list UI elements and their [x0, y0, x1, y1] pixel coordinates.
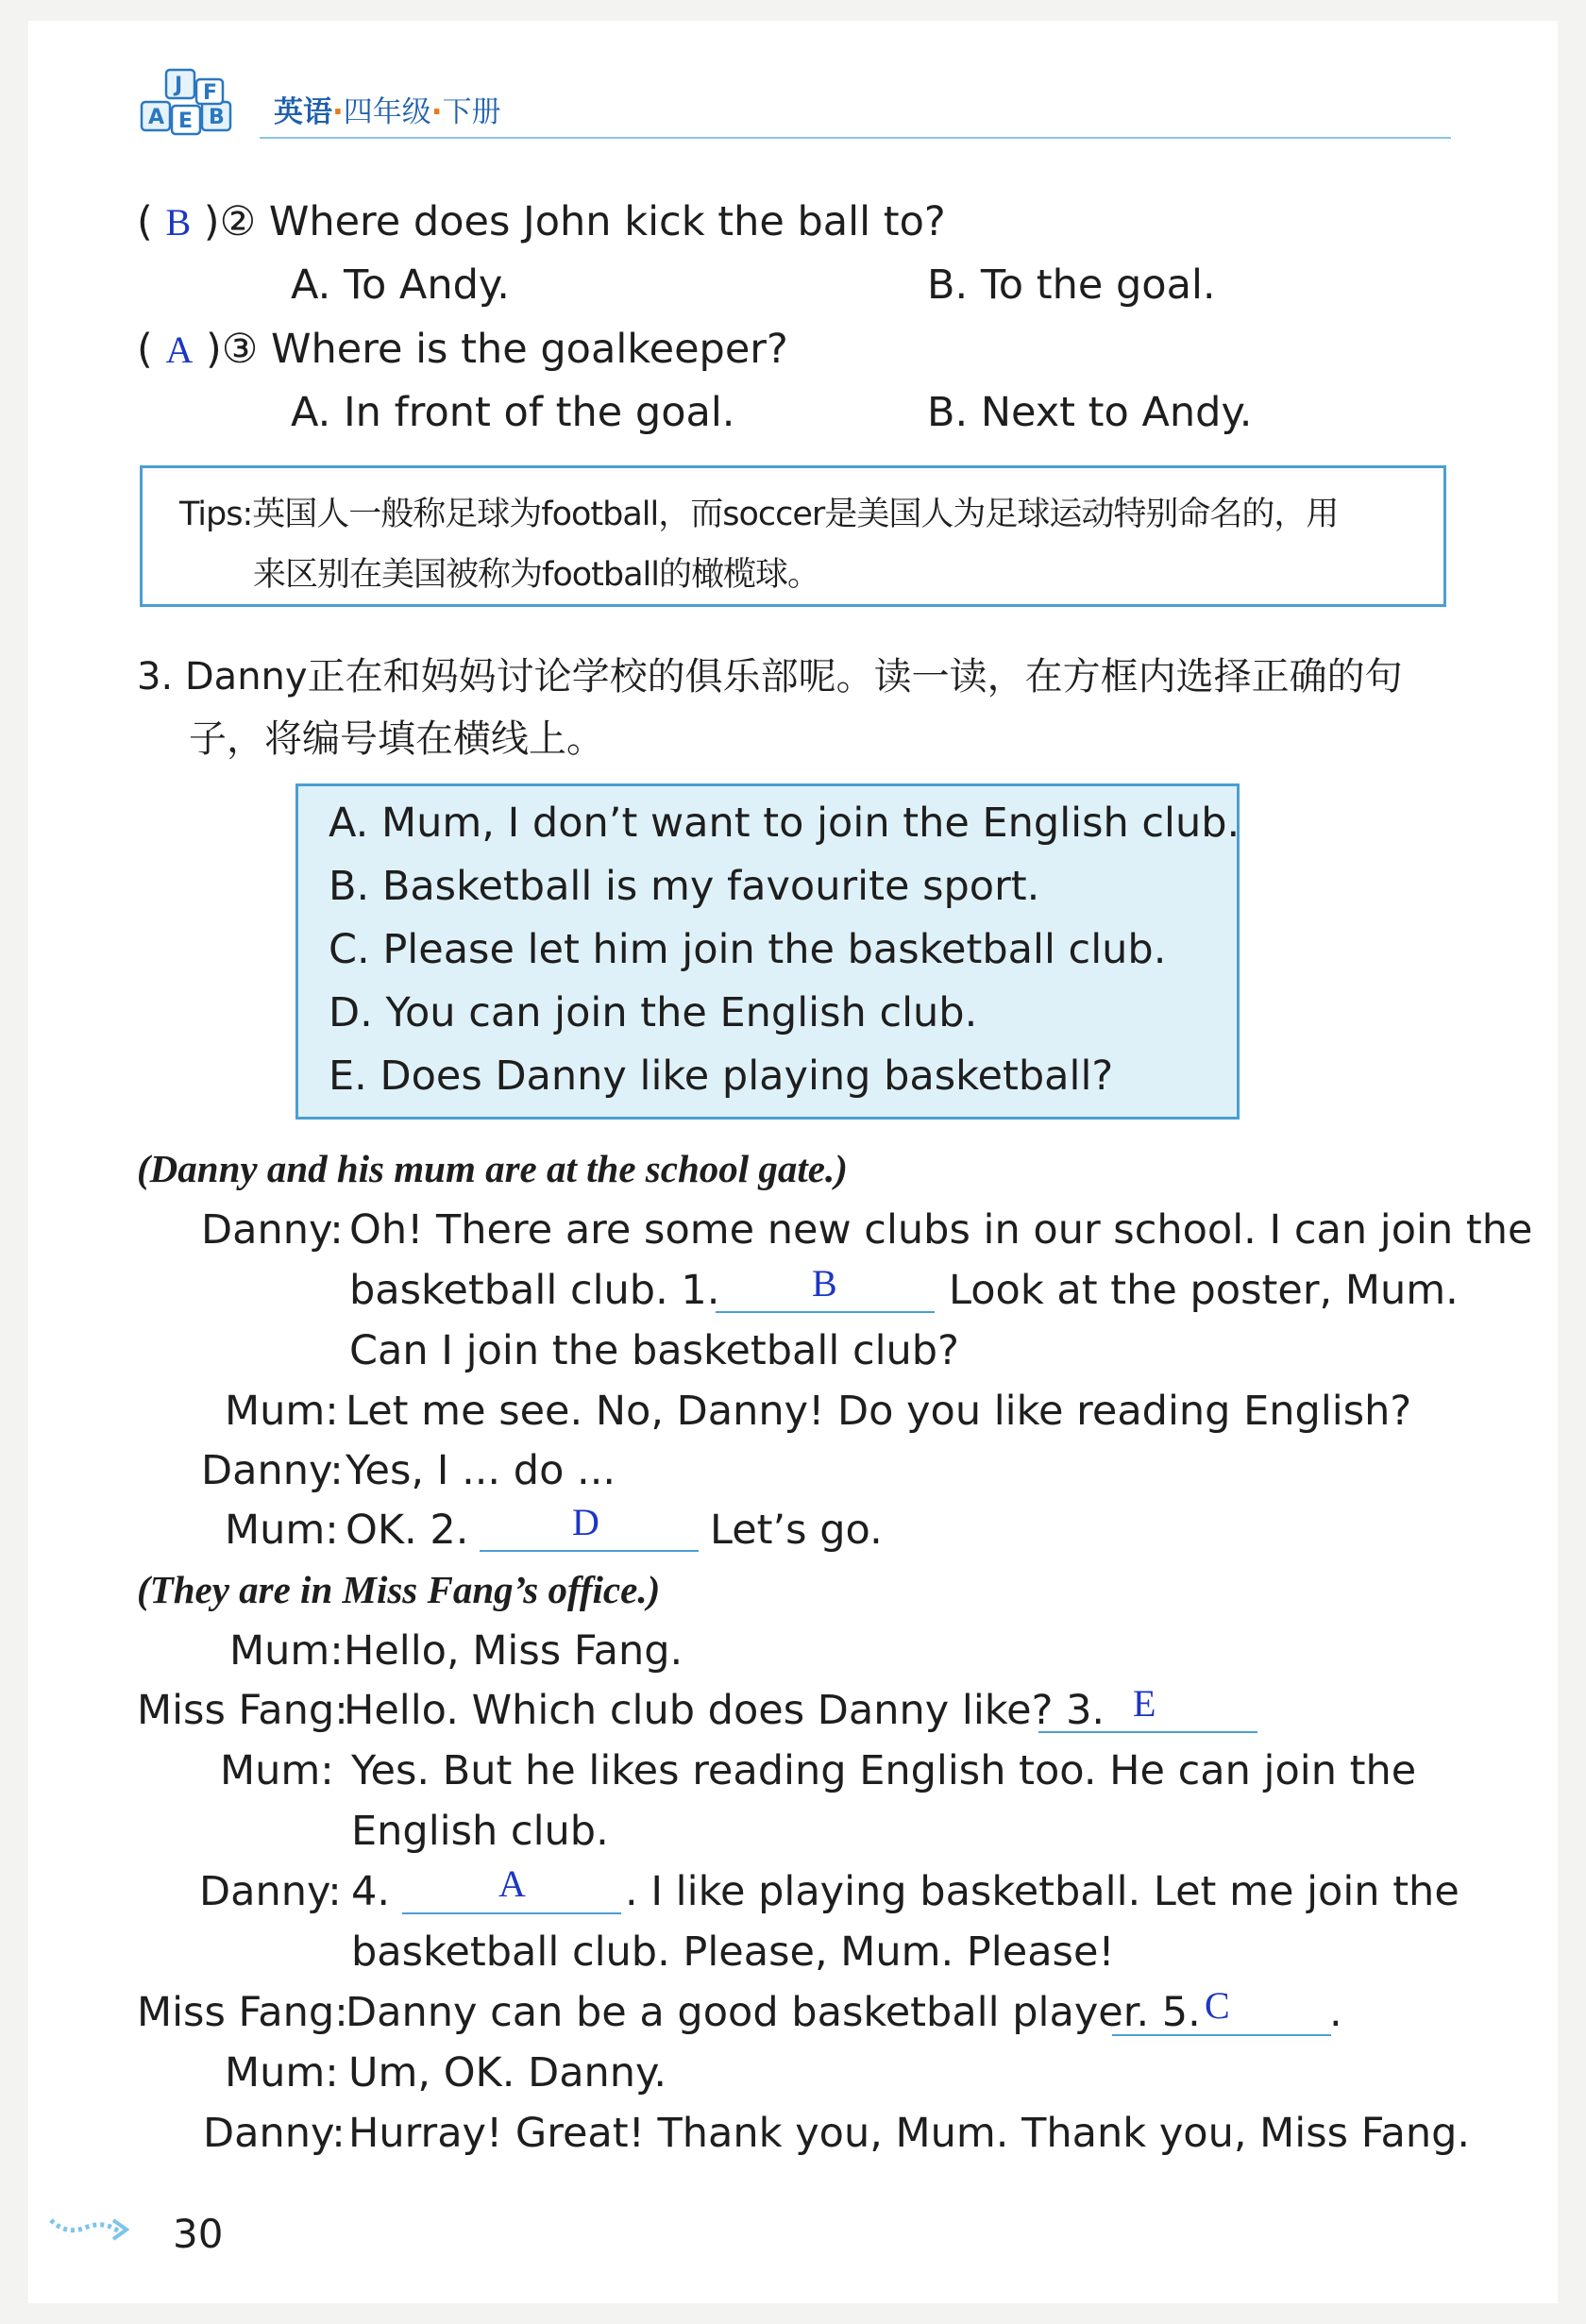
option-d: D. You can join the English club.: [329, 989, 978, 1036]
answer-2: D: [572, 1501, 599, 1543]
q3-answer: A: [165, 328, 194, 371]
option-e: E. Does Danny like playing basketball?: [329, 1053, 1114, 1100]
speaker-mum: Mum:: [220, 1747, 334, 1794]
option-c: C. Please let him join the basketball club.: [329, 926, 1167, 973]
q3-option-b: B. Next to Andy.: [927, 389, 1253, 436]
q2-line: ( B )② Where does John kick the ball to?: [137, 198, 946, 245]
header-grade: 四年级: [343, 95, 431, 129]
q2-number: ②: [219, 198, 257, 245]
speaker-danny: Danny:: [201, 1447, 344, 1494]
section3-instruction-1: 3. Danny正在和妈妈讨论学校的俱乐部呢。读一读，在方框内选择正确的句: [137, 655, 1403, 699]
dialogue-line-4: OK. 2.: [346, 1507, 469, 1554]
footer-wave-icon: [47, 2207, 142, 2248]
dialogue-line-1b-post: Look at the poster, Mum.: [949, 1267, 1459, 1314]
section3-instruction-2: 子，将编号填在横线上。: [189, 717, 604, 761]
speaker-mum: Mum:: [225, 1388, 339, 1435]
logo-letter: E: [178, 109, 194, 133]
stage-direction-2: (They are in Miss Fang’s office.): [137, 1568, 661, 1611]
option-b: B. Basketball is my favourite sport.: [329, 863, 1040, 910]
dialogue-line-11: Hurray! Great! Thank you, Mum. Thank you, Miss Fang.: [348, 2110, 1471, 2157]
tips-line-2: 来区别在美国被称为football的橄榄球。: [253, 556, 819, 594]
q3-question: Where is the goalkeeper?: [271, 326, 788, 373]
q2-question: Where does John kick the ball to?: [268, 198, 946, 245]
blank-4[interactable]: [402, 1912, 621, 1914]
stage-direction-1: (Danny and his mum are at the school gate.): [137, 1147, 848, 1190]
dialogue-line-9: Danny can be a good basketball player. 5.: [346, 1989, 1201, 2036]
option-a: A. Mum, I don’t want to join the English club.: [329, 800, 1240, 847]
speaker-danny: Danny:: [203, 2110, 346, 2157]
dialogue-line-8-post: . I like playing basketball. Let me join the: [625, 1868, 1459, 1915]
q3-option-a: A. In front of the goal.: [291, 389, 735, 436]
dialogue-line-4-post: Let’s go.: [710, 1507, 883, 1554]
speaker-mum: Mum:: [225, 1507, 339, 1554]
dialogue-line-8: 4.: [351, 1868, 391, 1915]
speaker-mum: Mum:: [229, 1627, 344, 1675]
blank-5[interactable]: [1112, 2034, 1331, 2036]
header-subject: 英语: [274, 95, 332, 129]
dialogue-line-10: Um, OK. Danny.: [348, 2049, 667, 2097]
header-logo: [134, 64, 247, 149]
answer-5: C: [1205, 1984, 1230, 2027]
dialogue-line-9-end: .: [1329, 1989, 1342, 2036]
dialogue-line-8b: basketball club. Please, Mum. Please!: [351, 1928, 1115, 1976]
q3-number: ③: [221, 326, 259, 373]
header-volume: 下册: [442, 95, 501, 129]
q3-line: ( A )③ Where is the goalkeeper?: [137, 326, 788, 373]
answer-4: A: [498, 1862, 526, 1905]
header-title: 英语·四年级·下册: [274, 95, 501, 129]
logo-letter: A: [148, 106, 165, 129]
page-number: 30: [173, 2211, 224, 2257]
dialogue-line-6: Hello. Which club does Danny like? 3.: [344, 1687, 1105, 1734]
dialogue-line-7: Yes. But he likes reading English too. He can join the: [351, 1747, 1417, 1794]
blank-3[interactable]: [1038, 1731, 1257, 1733]
speaker-miss-fang: Miss Fang:: [137, 1989, 348, 2036]
blank-2[interactable]: [480, 1550, 699, 1552]
dialogue-line-7b: English club.: [351, 1808, 609, 1855]
answer-1: B: [812, 1262, 837, 1305]
dialogue-line-3: Yes, I ... do ...: [346, 1447, 616, 1494]
speaker-danny: Danny:: [201, 1206, 344, 1254]
tips-line-1: Tips:英国人一般称足球为football，而soccer是美国人为足球运动特别命名的，用: [179, 496, 1339, 533]
q2-answer: B: [165, 201, 192, 244]
speaker-miss-fang: Miss Fang:: [137, 1687, 348, 1734]
q2-option-b: B. To the goal.: [927, 261, 1216, 309]
dialogue-line-1: Oh! There are some new clubs in our school. I can join the: [349, 1206, 1533, 1254]
q2-option-a: A. To Andy.: [291, 261, 510, 309]
answer-3: E: [1133, 1682, 1156, 1725]
blank-1[interactable]: [716, 1311, 935, 1313]
header-divider: [260, 137, 1451, 139]
dialogue-line-1b: basketball club. 1.: [349, 1267, 720, 1314]
speaker-mum: Mum:: [225, 2049, 339, 2097]
logo-letter: F: [203, 81, 218, 105]
logo-letter: B: [209, 106, 225, 129]
dialogue-line-2: Let me see. No, Danny! Do you like reading English?: [346, 1388, 1412, 1435]
dialogue-line-5: Hello, Miss Fang.: [344, 1627, 683, 1675]
dialogue-line-1c: Can I join the basketball club?: [349, 1327, 959, 1374]
speaker-danny: Danny:: [199, 1868, 342, 1915]
logo-letter: J: [175, 74, 183, 97]
